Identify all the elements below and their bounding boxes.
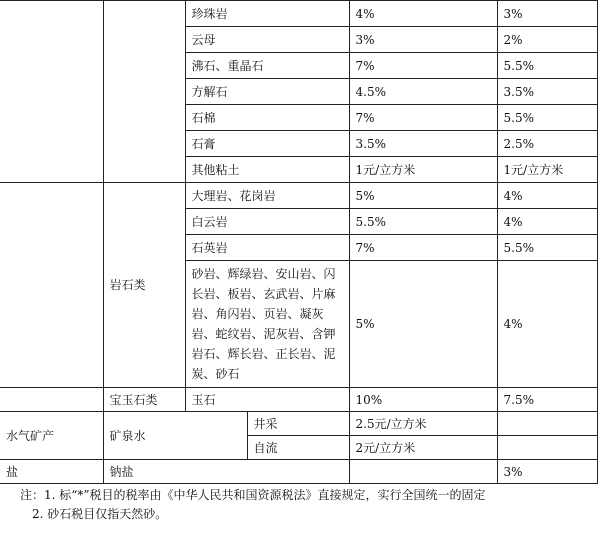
note-line-2: 2. 砂石税目仅指天然砂。 xyxy=(32,507,168,521)
empty-cell xyxy=(349,460,497,484)
gem-category: 宝玉石类 xyxy=(103,388,185,412)
rate-low: 4% xyxy=(497,209,597,235)
rate-high: 7% xyxy=(349,105,497,131)
rate-low: 2.5% xyxy=(497,131,597,157)
mineral-name: 石棉 xyxy=(185,105,349,131)
rate-low: 5.5% xyxy=(497,105,597,131)
extraction-method: 井采 xyxy=(247,412,349,436)
rate-low: 5.5% xyxy=(497,53,597,79)
mineral-name: 钠盐 xyxy=(103,460,349,484)
category-cell-continued xyxy=(0,1,103,183)
note-line-1: 注：1. 标“*”税目的税率由《中华人民共和国资源税法》直接规定，实行全国统一的固定 xyxy=(20,488,486,502)
rate-high: 10% xyxy=(349,388,497,412)
rate-low: 5.5% xyxy=(497,235,597,261)
table-row xyxy=(0,460,597,484)
rate-low: 7.5% xyxy=(497,388,597,412)
mineral-name: 大理岩、花岗岩 xyxy=(185,183,349,209)
table-row xyxy=(0,1,597,27)
empty-cell xyxy=(497,436,597,460)
category-cell-continued xyxy=(0,388,103,412)
rate-value: 3% xyxy=(497,460,597,484)
table-row xyxy=(0,412,597,436)
mineral-name: 玉石 xyxy=(185,388,349,412)
rate-low: 2% xyxy=(497,27,597,53)
rate-value: 2元/立方米 xyxy=(349,436,497,460)
mineral-name-list: 砂岩、辉绿岩、安山岩、闪长岩、板岩、玄武岩、片麻岩、角闪岩、页岩、凝灰岩、蛇纹岩、泥灰岩、含钾岩石、辉长岩、正长岩、泥炭、砂石 xyxy=(185,261,349,388)
mineral-name: 白云岩 xyxy=(185,209,349,235)
salt-category: 盐 xyxy=(0,460,103,484)
rate-high: 3.5% xyxy=(349,131,497,157)
mineral-name: 其他粘土 xyxy=(185,157,349,183)
rate-low: 4% xyxy=(497,183,597,209)
rate-value: 2.5元/立方米 xyxy=(349,412,497,436)
rock-category: 岩石类 xyxy=(103,183,185,388)
rate-low: 3.5% xyxy=(497,79,597,105)
mineral-name: 石膏 xyxy=(185,131,349,157)
rate-low: 3% xyxy=(497,1,597,27)
rate-high: 4% xyxy=(349,1,497,27)
category-cell-continued xyxy=(0,183,103,388)
rate-high: 7% xyxy=(349,235,497,261)
rate-high: 7% xyxy=(349,53,497,79)
subcategory-cell-continued xyxy=(103,1,185,183)
rate-high: 5% xyxy=(349,261,497,388)
empty-cell xyxy=(497,412,597,436)
table-row xyxy=(0,183,597,209)
table-notes xyxy=(20,486,486,524)
water-subcategory: 矿泉水 xyxy=(103,412,247,460)
rate-high: 4.5% xyxy=(349,79,497,105)
mineral-name: 云母 xyxy=(185,27,349,53)
table-row xyxy=(0,388,597,412)
water-category: 水气矿产 xyxy=(0,412,103,460)
rate-high: 5% xyxy=(349,183,497,209)
rate-low: 4% xyxy=(497,261,597,388)
rate-high: 3% xyxy=(349,27,497,53)
mineral-name: 沸石、重晶石 xyxy=(185,53,349,79)
rate-high: 5.5% xyxy=(349,209,497,235)
mineral-name: 珍珠岩 xyxy=(185,1,349,27)
mineral-name: 石英岩 xyxy=(185,235,349,261)
rate-low: 1元/立方米 xyxy=(497,157,597,183)
rate-high: 1元/立方米 xyxy=(349,157,497,183)
extraction-method: 自流 xyxy=(247,436,349,460)
mineral-name: 方解石 xyxy=(185,79,349,105)
